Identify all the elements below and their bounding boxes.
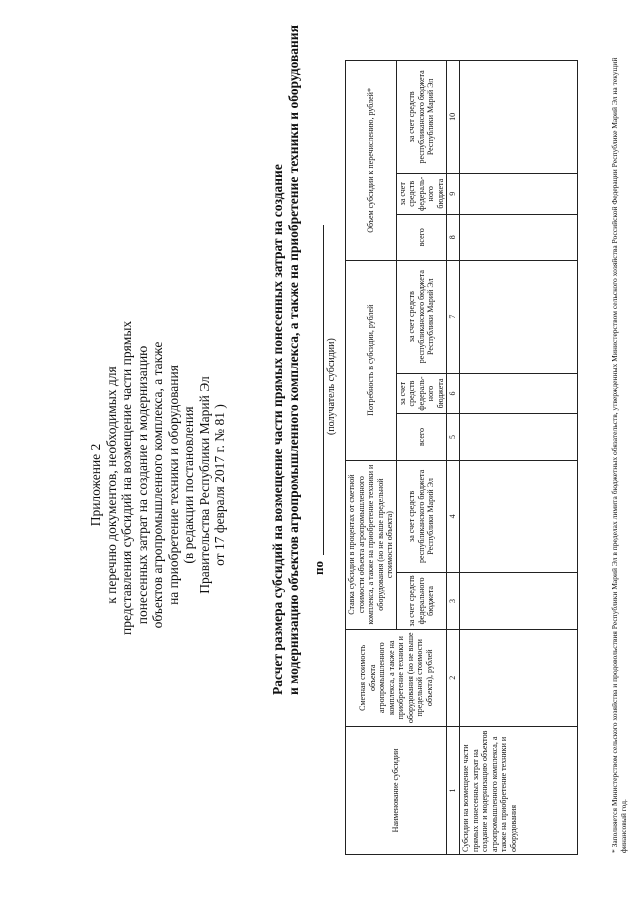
calculation-table [345,60,578,855]
appendix-header [88,320,228,635]
column-number: 10 [447,61,460,174]
header-estimate-cost: Сметная стоимость объекта агропромышленного комплекса, а также на приобретение техники и оборудования (но не выше предельной стоимости объекта), рублей [346,629,447,726]
footnote: * Заполняется Министерством сельского хозяйства и продовольствия Республики Марий Эл в пределах лимита бюджетных обязательств, утвержденных Министерством сельского хозяйства Российской Федерации Республике Марий Эл на текущий финансовый год. [610,57,628,853]
column-number: 3 [447,573,460,629]
header-need-federal: за счет средств федераль-ного бюджета [396,373,447,414]
table-cell[interactable] [460,460,578,573]
appendix-line: на приобретение техники и оборудования [165,365,181,605]
appendix-line: представления субсидий на возмещение части прямых [119,320,134,635]
column-number: 7 [447,260,460,373]
appendix-line: к перечню документов, необходимых для [103,366,119,604]
column-number: 9 [447,173,460,214]
table-cell[interactable] [460,373,578,414]
table-row [460,61,578,855]
table-cell[interactable] [460,260,578,373]
appendix-line: (в редакции постановления [181,406,196,564]
header-rate-republic: за счет средств республиканского бюджета Республики Марий Эл [396,460,447,573]
column-number: 8 [447,214,460,260]
document-title [270,25,302,695]
header-subsidy-rate: Ставка субсидии в процентах от сметной стоимости объекта агропромышленного комплекса, а также на приобретение техники и оборудования (но не выше предельной стоимости объекта) [346,460,397,629]
header-volume-republic: за счет средств республиканского бюджета Республики Марий Эл [396,61,447,174]
table-cell[interactable] [460,173,578,214]
header-volume-federal: за счет средств федераль-ного бюджета [396,173,447,214]
table-cell[interactable] [460,214,578,260]
column-number: 6 [447,373,460,414]
recipient-caption: (получатель субсидии) [326,338,337,435]
table-cell[interactable] [460,573,578,629]
header-rate-federal: за счет средств федерального бюджета [396,573,447,629]
header-need-republic: за счет средств республиканского бюджета Республики Марий Эл [396,260,447,373]
column-number: 4 [447,460,460,573]
appendix-line: Правительства Республики Марий Эл [196,376,212,594]
header-volume-total: всего [396,214,447,260]
appendix-line: Приложение 2 [88,443,103,527]
table-cell[interactable] [460,61,578,174]
title-line: Расчет размера субсидий на возмещение части прямых понесенных затрат на создание [270,164,285,695]
po-label: по [311,561,326,575]
title-line: и модернизацию объектов агропромышленного комплекса, а также на приобретение техники и оборудования [286,25,301,695]
header-subsidy-need: Потребность в субсидии, рублей [346,260,397,460]
recipient-blank-line [323,225,324,555]
header-need-total: всего [396,414,447,460]
table-cell[interactable] [460,414,578,460]
column-number: 2 [447,629,460,726]
header-subsidy-name: Наименование субсидии [346,726,447,854]
appendix-line: понесенных затрат на создание и модернизацию [134,345,150,625]
appendix-line: объектов агропромышленного комплекса, а также [150,341,165,629]
column-number: 1 [447,726,460,854]
header-subsidy-volume: Объем субсидии к перечислению, рублей* [346,61,397,261]
row-subsidy-name: Субсидии на возмещение части прямых понесенных затрат на создание и модернизацию объектов агропромышленного комплекса, а также на приобретение техники и оборудования [460,726,578,854]
table-cell[interactable] [460,629,578,726]
column-number: 5 [447,414,460,460]
appendix-line: от 17 февраля 2017 г. № 81 ) [212,404,227,566]
